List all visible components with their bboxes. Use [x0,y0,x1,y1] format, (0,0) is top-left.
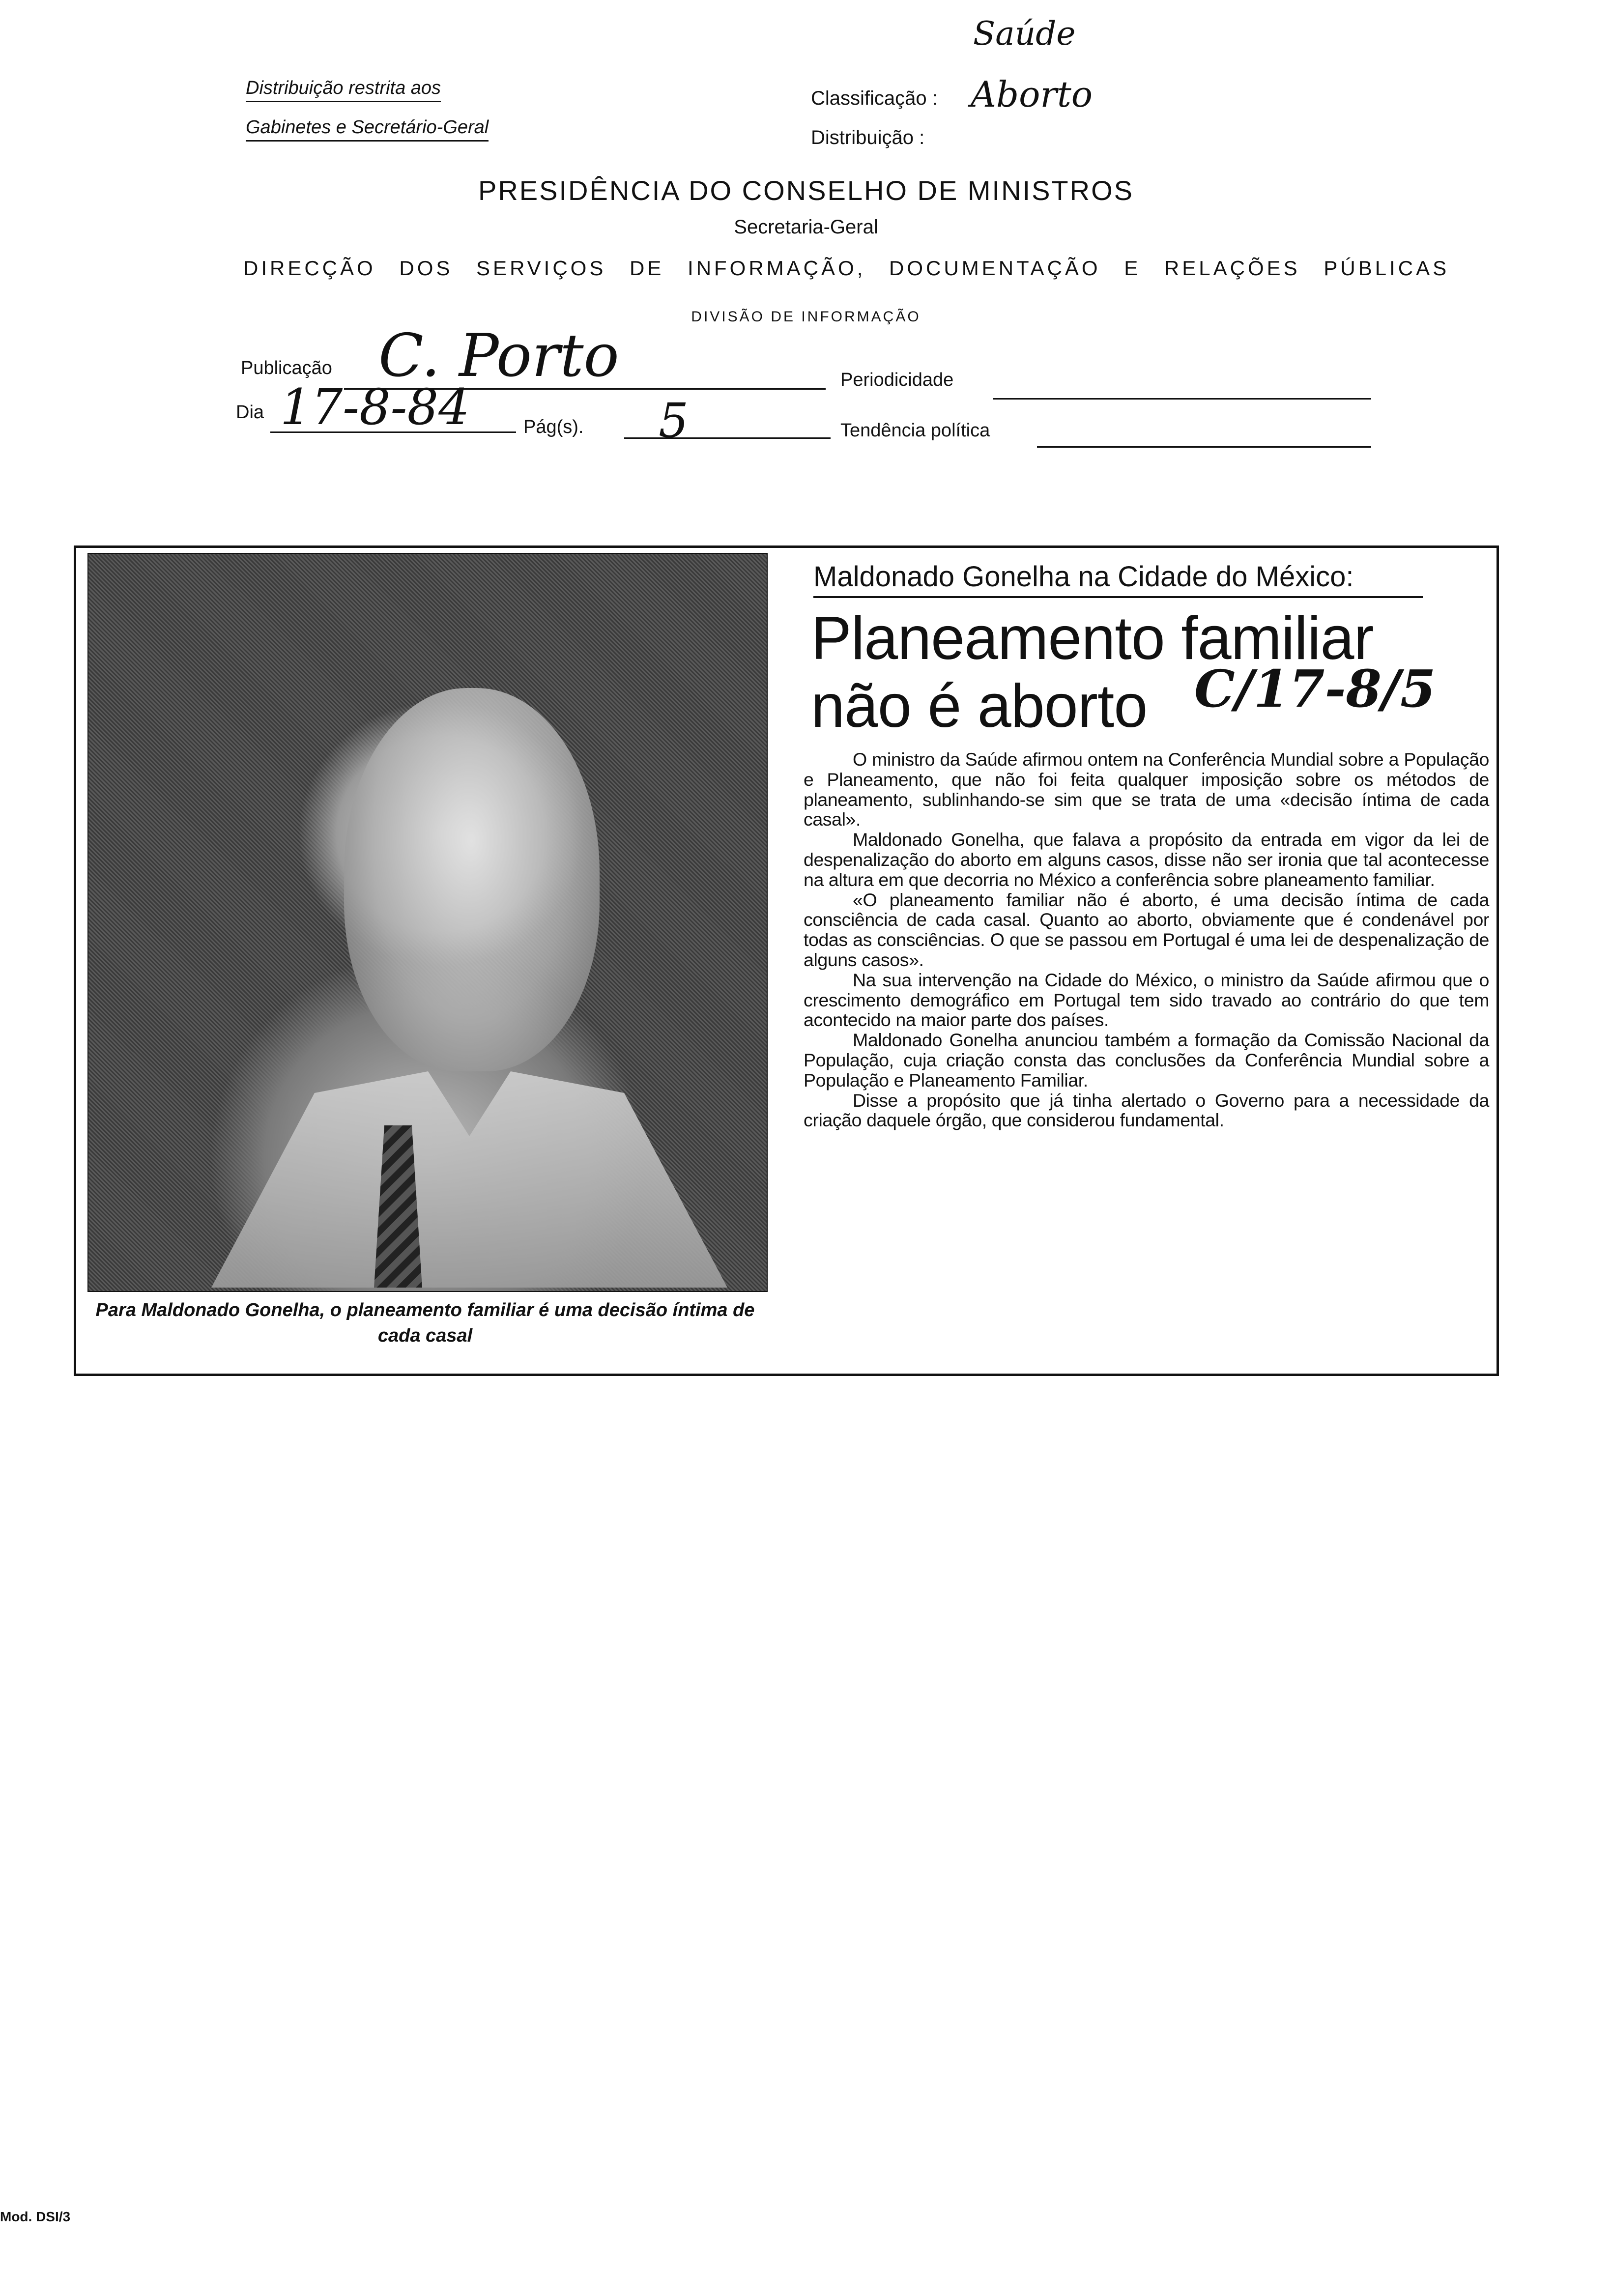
article-kicker: Maldonado Gonelha na Cidade do México: [813,560,1423,598]
direction-title: DIRECÇÃO DOS SERVIÇOS DE INFORMAÇÃO, DOCUMENTAÇÃO E RELAÇÕES PÚBLICAS [243,257,1450,280]
article-paragraph: Maldonado Gonelha anunciou também a formação da Comissão Nacional da População, cuja criação consta das conclusões da Conferência Mundial sobre a População e Planeamento Familiar. [804,1030,1489,1091]
article-paragraph: Maldonado Gonelha, que falava a propósito da entrada em vigor da lei de despenalização do aborto em alguns casos, disse não ser ironia que tal acontecesse na altura em que decorria no México a conferência sobre planeamento familiar. [804,829,1489,890]
periodicity-line [993,398,1371,400]
day-label: Dia [236,402,264,423]
division-title: DIVISÃO DE INFORMAÇÃO [691,309,921,325]
article-paragraph: Na sua intervenção na Cidade do México, o ministro da Saúde afirmou que o crescimento demográfico em Portugal tem sido travado ao contrário do que tem acontecido na maior parte dos países. [804,969,1489,1031]
day-line [270,431,516,433]
publication-value: C. Porto [378,322,619,390]
restricted-distribution-line2: Gabinetes e Secretário-Geral [246,117,489,142]
tendency-line [1037,446,1371,448]
headline-line1: Planeamento familiar [811,604,1374,672]
org-title: PRESIDÊNCIA DO CONSELHO DE MINISTROS [478,175,1134,206]
publication-label: Publicação [241,358,332,378]
day-value: 17-8-84 [280,378,470,436]
org-secretariat: Secretaria-Geral [734,216,878,238]
pages-line [624,437,831,439]
tendency-label: Tendência política [840,420,990,441]
article-paragraph: Disse a propósito que já tinha alertado o Governo para a necessidade da criação daquele órgão, que considerou fundamental. [804,1090,1489,1131]
periodicity-label: Periodicidade [840,370,954,390]
handwritten-topic: Saúde [973,15,1076,53]
classification-label: Classificação : [811,87,938,109]
restricted-distribution-line1: Distribuição restrita aos [246,78,441,102]
classification-value: Aborto [971,74,1093,115]
handwritten-code: C/17-8/5 [1194,659,1436,719]
headline-line2: não é aborto [811,672,1148,740]
pages-label: Pág(s). [523,417,584,437]
article-paragraph: O ministro da Saúde afirmou ontem na Conferência Mundial sobre a População e Planeamento, que não foi feita qualquer imposição sobre os métodos de planeamento, sublinhando-se sim que se trata de uma «decisão íntima de cada casal». [804,749,1489,830]
pages-value: 5 [659,393,689,448]
article-paragraph: «O planeamento familiar não é aborto, é uma decisão íntima de cada consciência de cada casal. Quanto ao aborto, obviamente que é condenável por todas as consciências. O que se passou em Portugal é uma lei de despenalização de alguns casos». [804,889,1489,970]
photo-caption: Para Maldonado Gonelha, o planeamento familiar é uma decisão íntima de cada casal [95,1300,755,1346]
article-body [804,749,1489,1130]
portrait-face [344,688,600,1071]
distribution-label: Distribuição : [811,127,925,148]
form-model-code: Mod. DSI/3 [0,2209,71,2224]
